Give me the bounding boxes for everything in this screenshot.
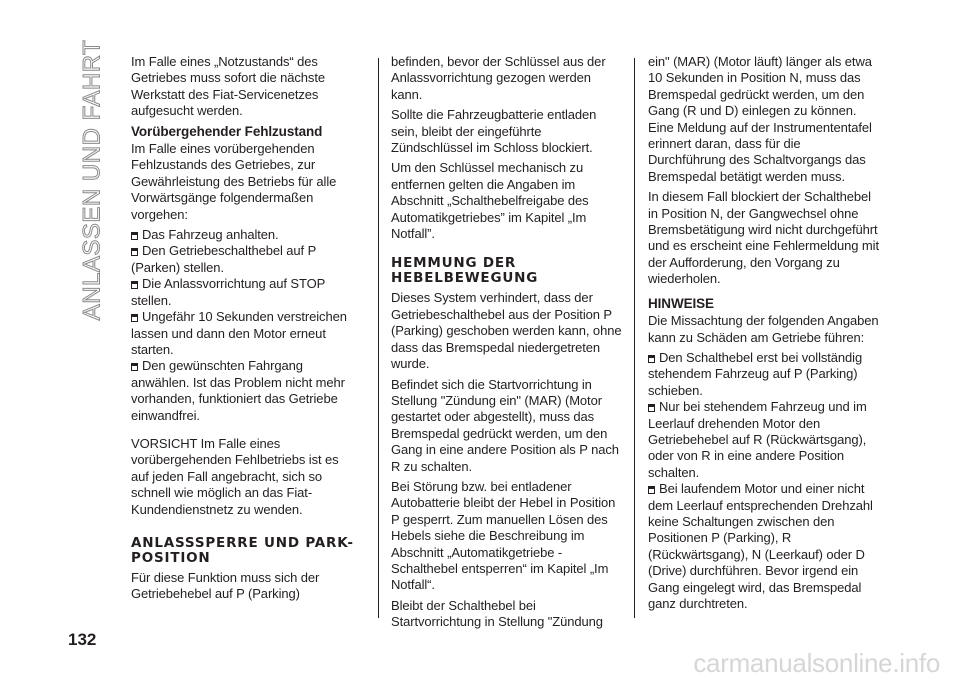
page-number: 132 xyxy=(68,630,97,649)
paragraph: Sollte die Fahrzeugbatterie entladen sein, bleibt der eingeführte Zündschlüssel im Schloss blockiert. xyxy=(391,107,597,156)
subheading: HINWEISE xyxy=(648,295,714,311)
bullet-icon xyxy=(648,404,655,412)
list-item: Das Fahrzeug anhalten. xyxy=(131,227,357,243)
subheading: Vorübergehender Fehlzustand xyxy=(131,123,323,139)
chapter-sidebar xyxy=(70,39,114,321)
bullet-icon xyxy=(131,314,138,322)
watermark: carmanualsonline.info xyxy=(693,648,940,678)
section-heading: HEMMUNG DER HEBELBEWEGUNG xyxy=(391,255,539,287)
list-item: Ungefähr 10 Sekunden verstreichen lassen und dann den Motor erneut starten. xyxy=(131,309,347,357)
column-2 xyxy=(391,54,623,635)
bullet-icon xyxy=(131,281,138,289)
paragraph: Die Missachtung der folgenden Angaben kann zu Schäden am Getriebe führen: xyxy=(648,313,879,345)
column-1 xyxy=(131,54,357,607)
paragraph: Befindet sich die Startvorrichtung in Stellung "Zündung ein" (MAR) (Motor gestartet oder abgestellt), muss das Bremspedal gedrückt werden, um den Gang in eine andere Position als P nach R zu schalten. xyxy=(391,376,619,474)
list-item: Den gewünschten Fahrgang anwählen. Ist das Problem nicht mehr vorhanden, funktioniert das Getriebe einwandfrei. xyxy=(131,358,345,423)
chapter-title: ANLASSEN UND FAHRT xyxy=(78,39,105,321)
bullet-icon xyxy=(648,355,655,363)
section-heading: ANLASSSPERRE UND PARK-POSITION xyxy=(131,534,354,566)
paragraph: Bei Störung bzw. bei entladener Autobatterie bleibt der Hebel in Position P gesperrt. Zum manuellen Lösen des Hebels siehe die Beschreibung im Abschnitt „Automatikgetriebe - Schalthebel entsperren“ im Kapitel „Im Notfall“. xyxy=(391,478,616,593)
paragraph: Dieses System verhindert, dass der Getriebeschalthebel aus der Position P (Parking) geschoben werden kann, ohne dass das Bremspedal niedergetreten wurde. xyxy=(391,290,622,372)
paragraph: Im Falle eines „Notzustands“ des Getriebes muss sofort die nächste Werkstatt des Fiat-Servicenetzes aufgesucht werden. xyxy=(131,54,325,119)
paragraph: Im Falle eines vorübergehenden Fehlzustands des Getriebes, zur Gewährleistung des Betriebs für alle Vorwärtsgänge folgendermaßen vorgehen: xyxy=(131,141,337,222)
paragraph: Um den Schlüssel mechanisch zu entfernen gelten die Angaben im Abschnitt „Schalthebelfreigabe des Automatikgetriebes” im Kapitel „Im Notfall”. xyxy=(391,160,589,242)
paragraph: In diesem Fall blockiert der Schalthebel in Position N, der Gangwechsel ohne Bremsbetätigung wird nicht durchgeführt und es erscheint eine Fehlermeldung mit der Aufforderung, den Vorgang zu wiederholen. xyxy=(648,189,879,287)
bullet-icon xyxy=(648,486,655,494)
paragraph: VORSICHT Im Falle eines vorübergehenden Fehlbetriebs ist es auf jeden Fall angebracht, sich so schnell wie möglich an das Fiat-Kundendienstnetz zu wenden. xyxy=(131,435,339,517)
list-item: Den Schalthebel erst bei vollständig stehendem Fahrzeug auf P (Parking) schieben. xyxy=(648,349,863,398)
list-item: Bei laufendem Motor und einer nicht dem Leerlauf entsprechenden Drehzahl keine Schaltungen zwischen den Positionen P (Parking), R (Rückwärtsgang), N (Leerkauf) oder D (Drive) durchführen. Bevor irgend ein Gang eingelegt wird, das Bremspedal ganz durchtreten. xyxy=(648,481,873,611)
list-item: Nur bei stehendem Fahrzeug und im Leerlauf drehenden Motor den Getriebehebel auf R (Rückwärtsgang), oder von R in eine andere Position schalten. xyxy=(648,399,867,480)
bullet-icon xyxy=(131,363,138,371)
column-divider xyxy=(634,58,635,618)
paragraph: befinden, bevor der Schlüssel aus der Anlassvorrichtung gezogen werden kann. xyxy=(391,54,606,102)
bullet-icon xyxy=(131,248,138,256)
list-item: Die Anlassvorrichtung auf STOP stellen. xyxy=(131,276,325,308)
bullet-icon xyxy=(131,232,138,240)
column-divider xyxy=(378,58,379,618)
paragraph: ein" (MAR) (Motor läuft) länger als etwa 10 Sekunden in Position N, muss das Bremspedal gedrückt werden, um den Gang (R und D) einlegen zu können. Eine Meldung auf der Instrumententafel erinnert daran, dass für die Durchführung des Schaltvorgangs das Bremspedal betätigt werden muss. xyxy=(648,54,872,184)
paragraph: Für diese Funktion muss sich der Getriebehebel auf P (Parking) xyxy=(131,569,320,602)
column-3 xyxy=(648,54,880,612)
list-item: Den Getriebeschalthebel auf P (Parken) stellen. xyxy=(131,243,316,275)
paragraph: Bleibt der Schalthebel bei Startvorrichtung in Stellung "Zündung xyxy=(391,597,603,630)
spacer xyxy=(131,424,357,436)
